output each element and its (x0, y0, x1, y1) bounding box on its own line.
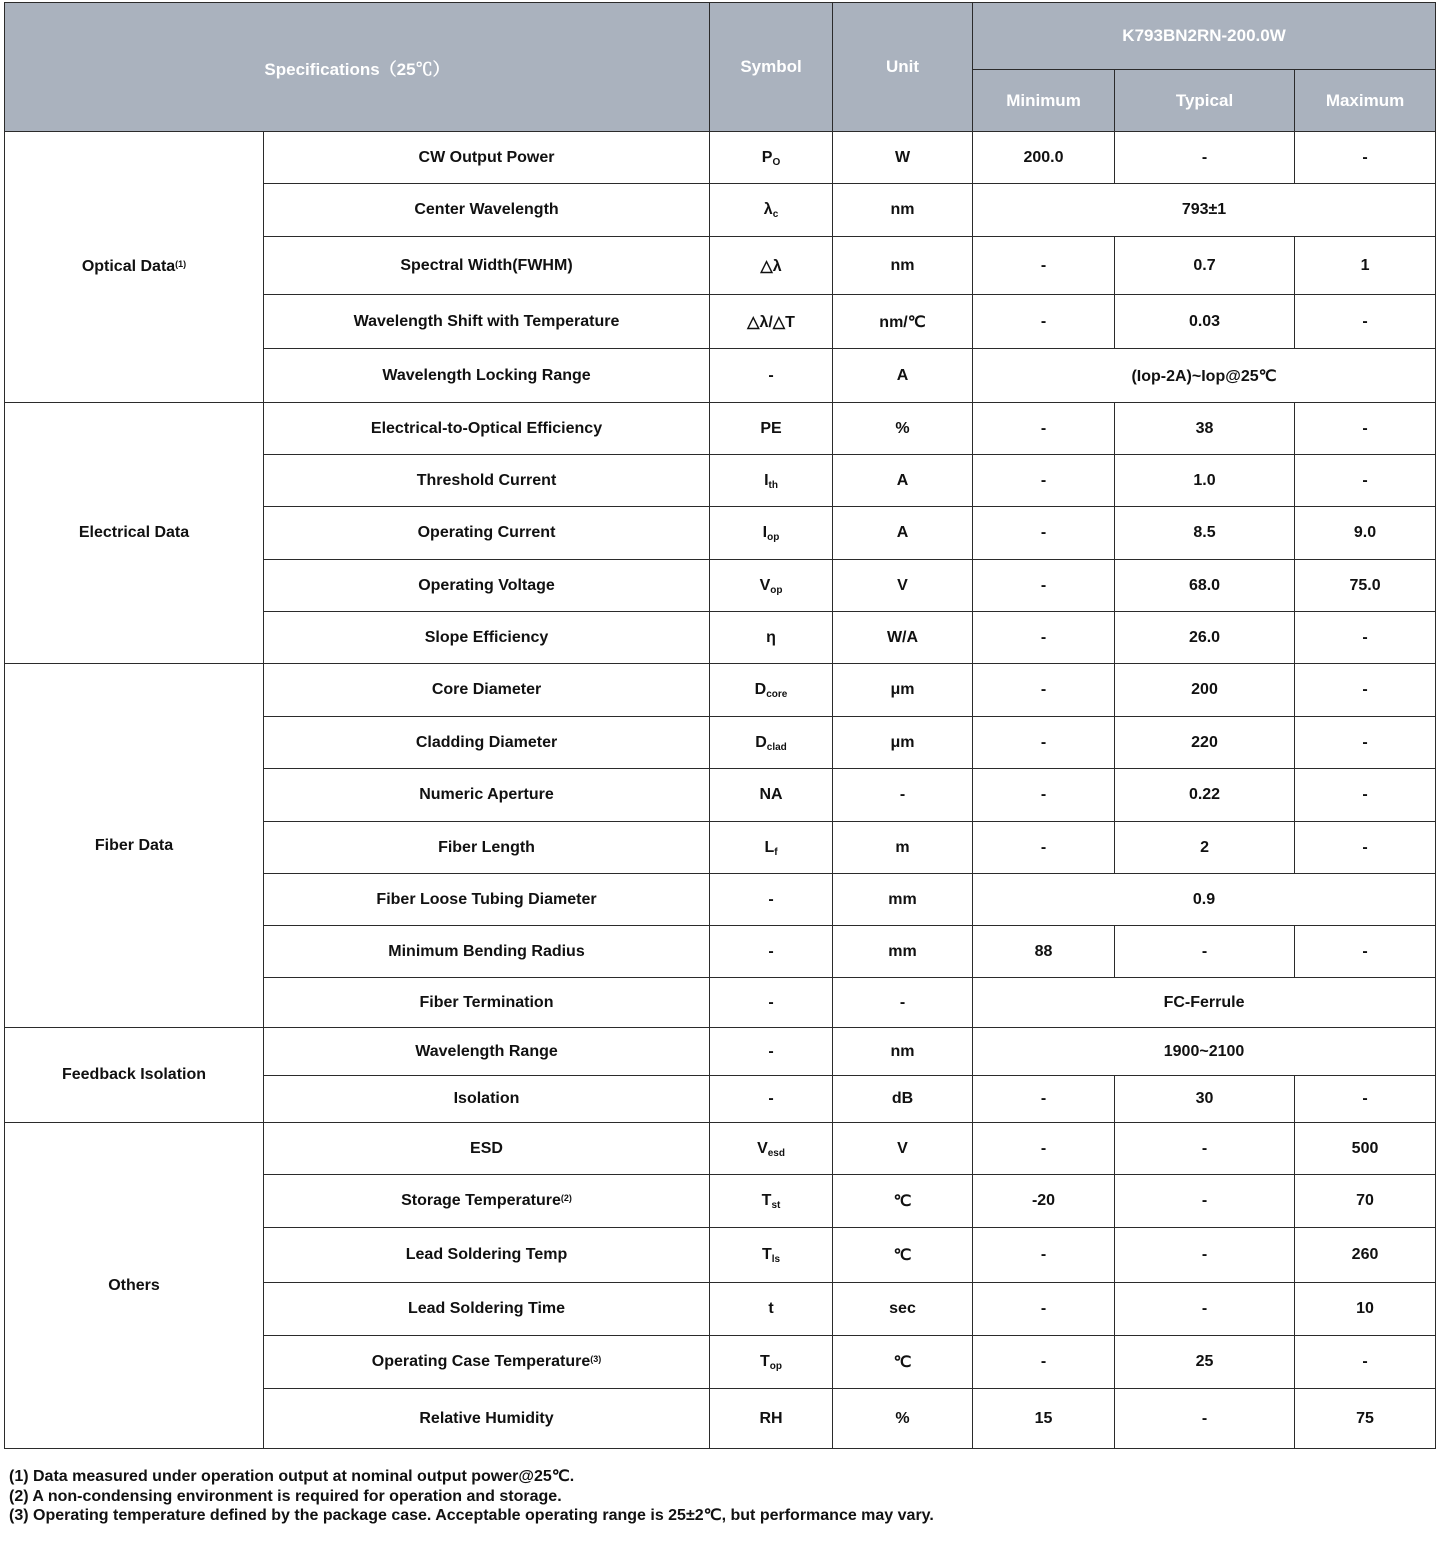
param-name: Isolation (453, 1090, 520, 1107)
param-cell (264, 132, 710, 184)
header-typical: Typical (1115, 70, 1295, 132)
param-cell (264, 237, 710, 295)
param-cell (264, 295, 710, 349)
unit-cell: V (833, 1123, 973, 1175)
symbol-cell (710, 237, 833, 295)
value-min: - (973, 507, 1115, 560)
value-max: 500 (1295, 1123, 1436, 1175)
param-cell (264, 874, 710, 926)
value-max: - (1295, 822, 1436, 874)
value-merged: 1900~2100 (973, 1028, 1436, 1076)
value-typical: 220 (1115, 717, 1295, 769)
symbol-main: D (754, 681, 767, 698)
value-min: - (973, 237, 1115, 295)
unit-cell: μm (833, 664, 973, 717)
value-min: - (973, 822, 1115, 874)
unit-cell: - (833, 769, 973, 822)
unit-cell: A (833, 507, 973, 560)
group-name: Electrical Data (78, 524, 190, 541)
symbol-cell (710, 132, 833, 184)
value-max: 9.0 (1295, 507, 1436, 560)
symbol-main: D (755, 733, 767, 751)
unit-cell: % (833, 1389, 973, 1449)
value-typical: - (1115, 1123, 1295, 1175)
value-typical: - (1115, 1228, 1295, 1283)
group-name: Optical Data (81, 258, 176, 275)
param-name: Operating Voltage (418, 576, 555, 594)
footnote-1: (1) Data measured under operation output at nominal output power@25℃. (9, 1468, 575, 1485)
symbol-subscript: f (774, 846, 778, 858)
param-cell (264, 349, 710, 403)
symbol-main: NA (759, 786, 783, 803)
value-min: - (973, 1228, 1115, 1283)
symbol-main: - (768, 993, 774, 1011)
symbol-subscript: O (772, 156, 781, 168)
footnote-3: (3) Operating temperature defined by the package case. Acceptable operating range is 25±2℃, but performance may vary. (9, 1507, 934, 1524)
symbol-cell (710, 978, 833, 1028)
symbol-main: V (759, 576, 771, 594)
group-label (5, 403, 264, 664)
symbol-subscript: clad (766, 741, 787, 753)
symbol-main: η (766, 628, 776, 646)
param-name: Wavelength Locking Range (382, 366, 591, 384)
param-name: Relative Humidity (419, 1409, 554, 1427)
symbol-main: P (761, 148, 773, 166)
value-min: - (973, 560, 1115, 612)
value-max: 70 (1295, 1175, 1436, 1228)
value-max: 75 (1295, 1389, 1436, 1449)
unit-cell: ℃ (833, 1336, 973, 1389)
value-min: - (973, 717, 1115, 769)
param-name: Threshold Current (416, 471, 557, 489)
param-name: Wavelength Range (415, 1042, 558, 1060)
value-typical: 0.03 (1115, 295, 1295, 349)
unit-cell: nm (833, 1028, 973, 1076)
symbol-main: t (768, 1300, 774, 1317)
param-name: Fiber Length (438, 838, 535, 856)
symbol-cell (710, 926, 833, 978)
symbol-cell (710, 1076, 833, 1123)
value-max: - (1295, 612, 1436, 664)
value-typical: - (1115, 1283, 1295, 1336)
value-max: - (1295, 455, 1436, 507)
param-name: Center Wavelength (414, 201, 559, 218)
param-cell (264, 612, 710, 664)
value-typical: - (1115, 132, 1295, 184)
param-name: Fiber Termination (419, 993, 554, 1011)
param-cell (264, 978, 710, 1028)
value-min: -20 (973, 1175, 1115, 1228)
value-min: - (973, 769, 1115, 822)
unit-cell: dB (833, 1076, 973, 1123)
param-cell (264, 1028, 710, 1076)
value-max: - (1295, 1076, 1436, 1123)
symbol-main: I (764, 471, 769, 489)
value-typical: 0.22 (1115, 769, 1295, 822)
header-minimum: Minimum (973, 70, 1115, 132)
value-max: 1 (1295, 237, 1436, 295)
symbol-subscript: esd (767, 1147, 785, 1159)
param-name: Cladding Diameter (415, 733, 558, 751)
value-max: 10 (1295, 1283, 1436, 1336)
value-max: - (1295, 403, 1436, 455)
group-label (5, 1123, 264, 1449)
symbol-main: I (762, 524, 768, 541)
symbol-subscript: th (768, 479, 778, 491)
unit-cell: mm (833, 926, 973, 978)
unit-cell: sec (833, 1283, 973, 1336)
param-cell (264, 184, 710, 237)
param-name: Lead Soldering Time (407, 1300, 566, 1317)
symbol-cell (710, 295, 833, 349)
footnote-ref: (1) (175, 259, 187, 269)
table-body (5, 132, 1436, 1449)
symbol-main: T (761, 1192, 772, 1209)
symbol-cell (710, 349, 833, 403)
value-typical: - (1115, 926, 1295, 978)
value-min: 200.0 (973, 132, 1115, 184)
table-row (5, 664, 1436, 717)
value-merged: FC-Ferrule (973, 978, 1436, 1028)
param-name: Slope Efficiency (424, 628, 549, 646)
param-name: Wavelength Shift with Temperature (353, 312, 620, 330)
table-row (5, 1123, 1436, 1175)
symbol-main: PE (760, 419, 782, 437)
group-name: Feedback Isolation (61, 1066, 207, 1083)
symbol-main: λ (763, 201, 773, 218)
value-max: - (1295, 132, 1436, 184)
group-label (5, 132, 264, 403)
symbol-cell (710, 717, 833, 769)
param-cell (264, 822, 710, 874)
unit-cell: V (833, 560, 973, 612)
footnote-ref: (2) (560, 1193, 572, 1203)
value-min: - (973, 455, 1115, 507)
param-cell (264, 926, 710, 978)
value-typical: 200 (1115, 664, 1295, 717)
param-name: Lead Soldering Temp (405, 1246, 568, 1263)
value-max: - (1295, 769, 1436, 822)
footnote-ref: (3) (590, 1354, 602, 1364)
param-cell (264, 664, 710, 717)
group-label (5, 664, 264, 1028)
param-name: Fiber Loose Tubing Diameter (376, 890, 597, 908)
param-name: Spectral Width(FWHM) (400, 256, 573, 274)
value-max: - (1295, 926, 1436, 978)
value-typical: 2 (1115, 822, 1295, 874)
value-typical: - (1115, 1389, 1295, 1449)
symbol-subscript: ls (771, 1254, 781, 1265)
unit-cell: m (833, 822, 973, 874)
group-label (5, 1028, 264, 1123)
unit-cell: W/A (833, 612, 973, 664)
symbol-cell (710, 1228, 833, 1283)
unit-cell: - (833, 978, 973, 1028)
symbol-main: T (760, 1353, 770, 1370)
header-specifications: Specifications（25℃） (5, 3, 710, 132)
value-merged: 0.9 (973, 874, 1436, 926)
param-cell (264, 717, 710, 769)
value-min: 88 (973, 926, 1115, 978)
param-cell (264, 1076, 710, 1123)
unit-cell: ℃ (833, 1228, 973, 1283)
symbol-cell (710, 1123, 833, 1175)
value-min: - (973, 1076, 1115, 1123)
symbol-cell (710, 455, 833, 507)
param-name: Electrical-to-Optical Efficiency (370, 419, 603, 437)
symbol-cell (710, 664, 833, 717)
symbol-main: L (764, 838, 775, 856)
symbol-main: V (757, 1139, 768, 1157)
param-name: Storage Temperature (401, 1192, 561, 1209)
unit-cell: μm (833, 717, 973, 769)
value-merged: 793±1 (973, 184, 1436, 237)
param-cell (264, 455, 710, 507)
unit-cell: A (833, 455, 973, 507)
header-maximum: Maximum (1295, 70, 1436, 132)
group-name: Fiber Data (94, 836, 174, 854)
value-min: - (973, 612, 1115, 664)
symbol-subscript: core (766, 689, 788, 700)
value-min: - (973, 1123, 1115, 1175)
symbol-subscript: st (771, 1200, 781, 1211)
unit-cell: A (833, 349, 973, 403)
symbol-cell (710, 1175, 833, 1228)
param-cell (264, 1228, 710, 1283)
symbol-subscript: op (770, 584, 783, 596)
table-header (5, 3, 1436, 132)
value-typical: 25 (1115, 1336, 1295, 1389)
param-name: Operating Current (417, 524, 556, 541)
value-typical: 38 (1115, 403, 1295, 455)
header-symbol: Symbol (710, 3, 833, 132)
value-max: - (1295, 1336, 1436, 1389)
unit-cell: nm/℃ (833, 295, 973, 349)
param-name: Numeric Aperture (419, 786, 554, 803)
unit-cell: ℃ (833, 1175, 973, 1228)
symbol-cell (710, 612, 833, 664)
value-merged: (Iop-2A)~Iop@25℃ (973, 349, 1436, 403)
unit-cell: nm (833, 184, 973, 237)
table-row (5, 1028, 1436, 1076)
param-name: Operating Case Temperature (371, 1353, 591, 1370)
value-max: - (1295, 295, 1436, 349)
symbol-cell (710, 507, 833, 560)
param-cell (264, 1336, 710, 1389)
symbol-main: - (768, 366, 774, 384)
symbol-cell (710, 1389, 833, 1449)
param-name: CW Output Power (418, 148, 555, 166)
param-cell (264, 1123, 710, 1175)
table-row (5, 403, 1436, 455)
value-min: - (973, 295, 1115, 349)
symbol-cell (710, 403, 833, 455)
unit-cell: mm (833, 874, 973, 926)
value-min: 15 (973, 1389, 1115, 1449)
symbol-main: △λ/△T (747, 313, 795, 331)
param-cell (264, 560, 710, 612)
param-cell (264, 1283, 710, 1336)
symbol-main: - (768, 890, 774, 908)
param-cell (264, 403, 710, 455)
value-max: 75.0 (1295, 560, 1436, 612)
param-cell (264, 769, 710, 822)
value-typical: 30 (1115, 1076, 1295, 1123)
param-name: Minimum Bending Radius (388, 942, 585, 960)
symbol-cell (710, 560, 833, 612)
symbol-cell (710, 184, 833, 237)
symbol-main: T (761, 1246, 772, 1263)
symbol-subscript: op (769, 1361, 783, 1372)
unit-cell: nm (833, 237, 973, 295)
symbol-cell (710, 769, 833, 822)
footnote-2: (2) A non-condensing environment is required for operation and storage. (9, 1487, 562, 1505)
value-typical: 8.5 (1115, 507, 1295, 560)
symbol-main: △λ (760, 257, 782, 275)
value-max: - (1295, 717, 1436, 769)
value-min: - (973, 664, 1115, 717)
param-name: Core Diameter (431, 681, 542, 698)
table-row (5, 132, 1436, 184)
param-cell (264, 1175, 710, 1228)
symbol-cell (710, 1283, 833, 1336)
value-max: 260 (1295, 1228, 1436, 1283)
value-typical: 26.0 (1115, 612, 1295, 664)
param-cell (264, 1389, 710, 1449)
footnotes (9, 1467, 934, 1526)
value-typical: - (1115, 1175, 1295, 1228)
param-cell (264, 507, 710, 560)
value-typical: 1.0 (1115, 455, 1295, 507)
param-name: ESD (470, 1139, 503, 1157)
value-min: - (973, 1336, 1115, 1389)
value-typical: 68.0 (1115, 560, 1295, 612)
header-model: K793BN2RN-200.0W (973, 3, 1436, 70)
symbol-cell (710, 1336, 833, 1389)
symbol-subscript: op (767, 532, 780, 543)
symbol-main: - (768, 942, 774, 960)
group-name: Others (108, 1276, 160, 1294)
unit-cell: % (833, 403, 973, 455)
symbol-subscript: c (772, 209, 779, 220)
symbol-cell (710, 822, 833, 874)
symbol-main: - (768, 1042, 774, 1060)
symbol-cell (710, 1028, 833, 1076)
spec-table (4, 2, 1436, 1449)
symbol-main: - (768, 1090, 774, 1107)
value-typical: 0.7 (1115, 237, 1295, 295)
symbol-cell (710, 874, 833, 926)
value-min: - (973, 403, 1115, 455)
value-max: - (1295, 664, 1436, 717)
value-min: - (973, 1283, 1115, 1336)
symbol-main: RH (759, 1409, 783, 1427)
unit-cell: W (833, 132, 973, 184)
header-unit: Unit (833, 3, 973, 132)
